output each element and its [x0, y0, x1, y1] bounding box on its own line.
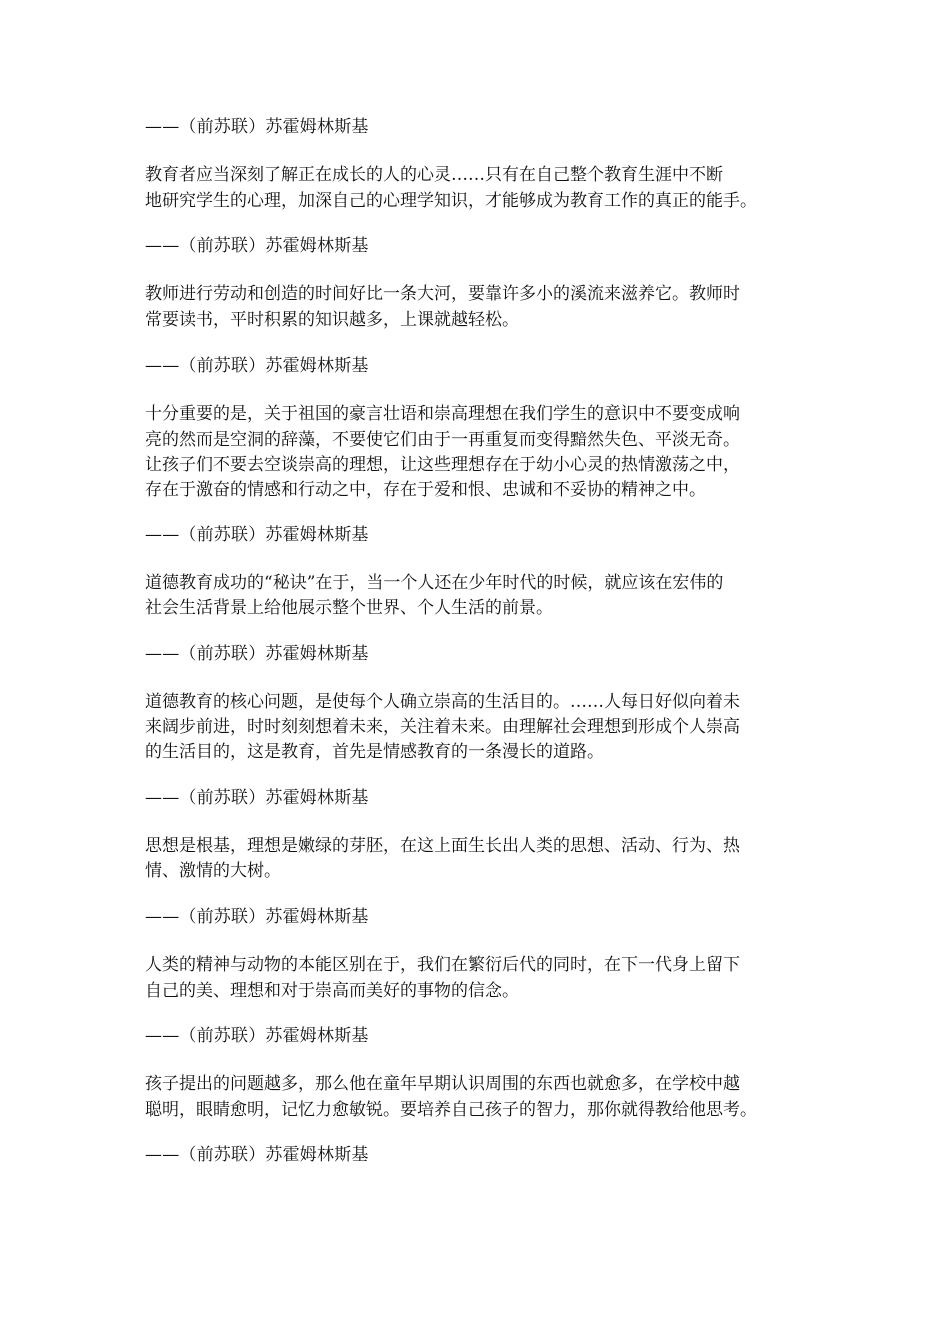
- quote-2-line-1: 教师进行劳动和创造的时间好比一条大河，要靠许多小的溪流来滋养它。教师时: [145, 284, 740, 304]
- attribution: ——（前苏联）苏霍姆林斯基: [145, 356, 369, 376]
- quote-4-line-1: 道德教育成功的“秘诀”在于，当一个人还在少年时代的时候，就应该在宏伟的: [145, 573, 724, 593]
- quote-8-line-2: 聪明，眼睛愈明，记忆力愈敏锐。要培养自己孩子的智力，那你就得教给他思考。: [145, 1100, 757, 1120]
- attribution: ——（前苏联）苏霍姆林斯基: [145, 788, 369, 808]
- quote-5-line-3: 的生活目的，这是教育，首先是情感教育的一条漫长的道路。: [145, 742, 604, 762]
- quote-3-line-4: 存在于激奋的情感和行动之中，存在于爱和恨、忠诚和不妥协的精神之中。: [145, 480, 706, 500]
- quote-3-line-2: 亮的然而是空洞的辞藻，不要使它们由于一再重复而变得黯然失色、平淡无奇。: [145, 430, 740, 450]
- quote-6-line-1: 思想是根基，理想是嫩绿的芽胚，在这上面生长出人类的思想、活动、行为、热: [145, 836, 740, 856]
- quote-6-line-2: 情、激情的大树。: [145, 861, 281, 881]
- attribution: ——（前苏联）苏霍姆林斯基: [145, 907, 369, 927]
- attribution: ——（前苏联）苏霍姆林斯基: [145, 236, 369, 256]
- quote-4-line-2: 社会生活背景上给他展示整个世界、个人生活的前景。: [145, 598, 553, 618]
- attribution: ——（前苏联）苏霍姆林斯基: [145, 1026, 369, 1046]
- quote-2-line-2: 常要读书，平时积累的知识越多，上课就越轻松。: [145, 310, 519, 330]
- quote-1-line-2: 地研究学生的心理，加深自己的心理学知识，才能够成为教育工作的真正的能手。: [145, 191, 757, 211]
- quote-3-line-3: 让孩子们不要去空谈崇高的理想，让这些理想存在于幼小心灵的热情激荡之中，: [145, 455, 740, 475]
- quote-8-line-1: 孩子提出的问题越多，那么他在童年早期认识周围的东西也就愈多，在学校中越: [145, 1074, 740, 1094]
- attribution: ——（前苏联）苏霍姆林斯基: [145, 117, 369, 137]
- quote-5-line-2: 来阔步前进，时时刻刻想着未来，关注着未来。由理解社会理想到形成个人崇高: [145, 717, 740, 737]
- quote-3-line-1: 十分重要的是，关于祖国的豪言壮语和崇高理想在我们学生的意识中不要变成响: [145, 404, 740, 424]
- quote-7-line-1: 人类的精神与动物的本能区别在于，我们在繁衍后代的同时，在下一代身上留下: [145, 955, 740, 975]
- attribution: ——（前苏联）苏霍姆林斯基: [145, 644, 369, 664]
- quote-1-line-1: 教育者应当深刻了解正在成长的人的心灵……只有在自己整个教育生涯中不断: [145, 165, 723, 185]
- quote-7-line-2: 自己的美、理想和对于崇高而美好的事物的信念。: [145, 981, 519, 1001]
- attribution: ——（前苏联）苏霍姆林斯基: [145, 1145, 369, 1165]
- quote-5-line-1: 道德教育的核心问题，是使每个人确立崇高的生活目的。……人每日好似向着未: [145, 692, 740, 712]
- attribution: ——（前苏联）苏霍姆林斯基: [145, 525, 369, 545]
